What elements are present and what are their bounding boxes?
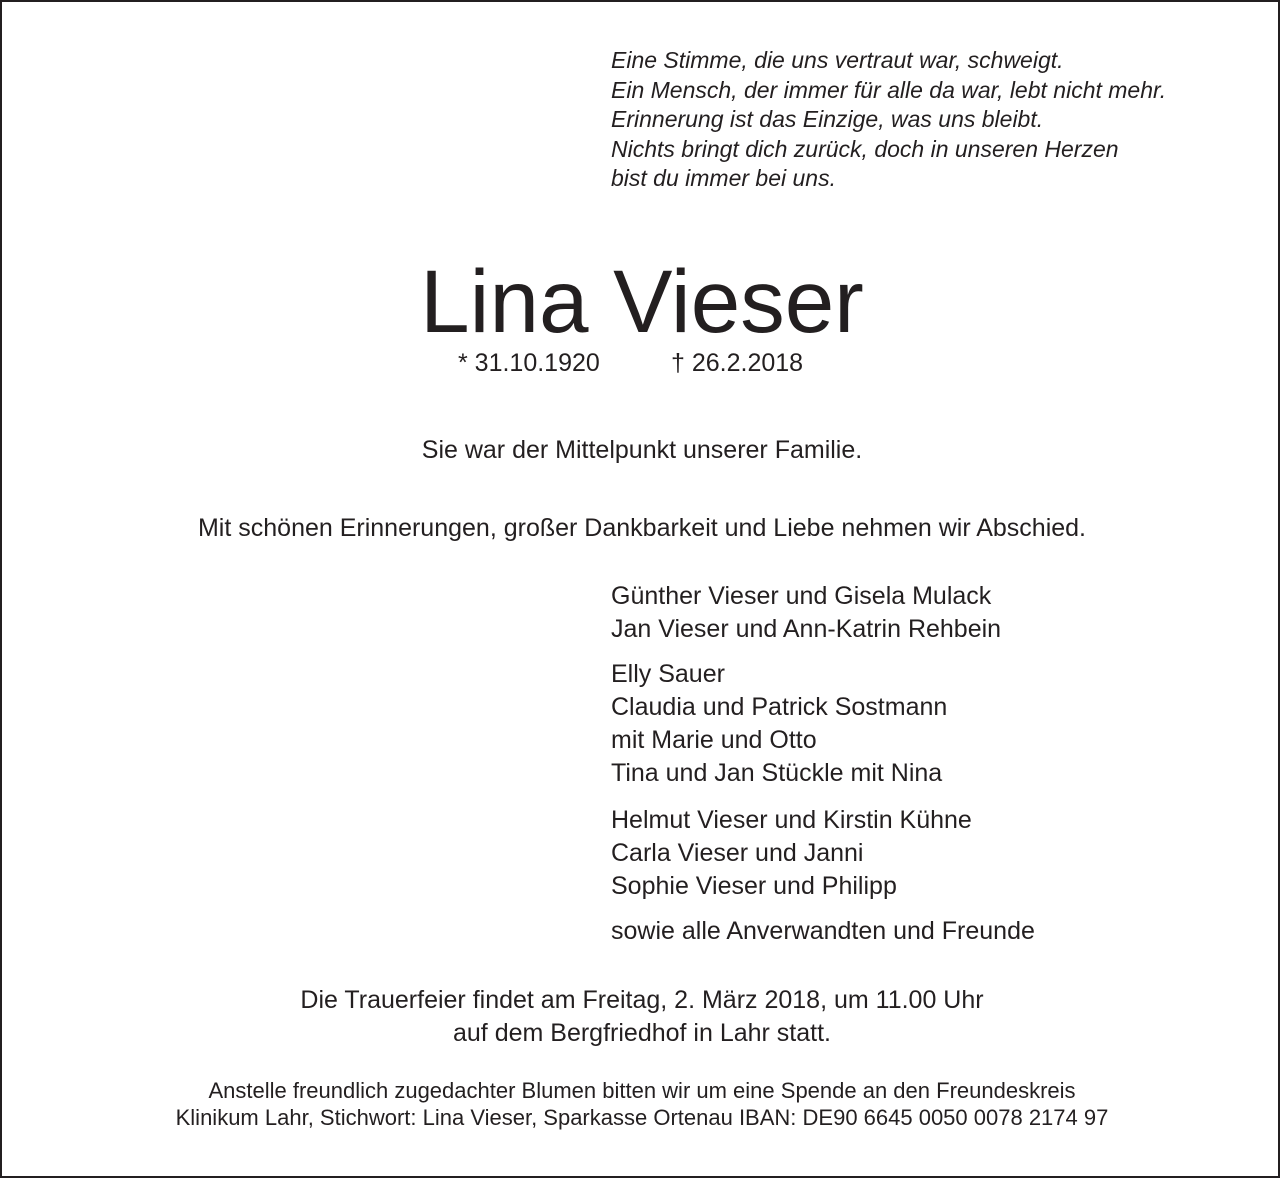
mourner-name: Sophie Vieser und Philipp	[611, 872, 897, 900]
service-info-line: auf dem Bergfriedhof in Lahr statt.	[453, 1019, 831, 1047]
donation-note	[2, 1077, 1280, 1131]
memorial-poem	[611, 46, 1166, 194]
mourner-name: Jan Vieser und Ann-Katrin Rehbein	[611, 615, 1002, 643]
mourner-name: mit Marie und Otto	[611, 726, 817, 754]
poem-line: bist du immer bei uns.	[611, 165, 836, 191]
mourner-group	[611, 580, 1001, 646]
mourner-name: Tina und Jan Stückle mit Nina	[611, 759, 943, 787]
donation-line: Klinikum Lahr, Stichwort: Lina Vieser, Sparkasse Ortenau IBAN: DE90 6645 0050 0078 2174 97	[175, 1105, 1109, 1130]
farewell-statement: Mit schönen Erinnerungen, großer Dankbarkeit und Liebe nehmen wir Abschied.	[197, 514, 1086, 542]
family-statement: Sie war der Mittelpunkt unserer Familie.	[421, 436, 863, 464]
deceased-name: Lina Vieser	[420, 251, 864, 351]
mourner-name: Carla Vieser und Janni	[611, 839, 864, 867]
donation-line: Anstelle freundlich zugedachter Blumen bitten wir um eine Spende an den Freundeskreis	[208, 1078, 1076, 1103]
mourner-group	[611, 658, 947, 790]
mourner-group	[611, 804, 972, 903]
mourner-name: Claudia und Patrick Sostmann	[611, 693, 948, 721]
mourner-name: Günther Vieser und Gisela Mulack	[611, 582, 992, 610]
death-date: † 26.2.2018	[671, 349, 804, 377]
mourner-closing-text: sowie alle Anverwandten und Freunde	[611, 917, 1035, 945]
mourner-name: Elly Sauer	[611, 660, 725, 688]
service-info-line: Die Trauerfeier findet am Freitag, 2. März 2018, um 11.00 Uhr	[300, 986, 984, 1014]
poem-line: Eine Stimme, die uns vertraut war, schweigt.	[611, 47, 1064, 73]
mourner-name: Helmut Vieser und Kirstin Kühne	[611, 806, 972, 834]
mourner-closing	[611, 915, 1035, 948]
poem-line: Ein Mensch, der immer für alle da war, lebt nicht mehr.	[611, 76, 1167, 103]
poem-line: Nichts bringt dich zurück, doch in unseren Herzen	[611, 135, 1119, 162]
poem-line: Erinnerung ist das Einzige, was uns bleibt.	[611, 106, 1044, 132]
birth-date: * 31.10.1920	[458, 349, 600, 377]
